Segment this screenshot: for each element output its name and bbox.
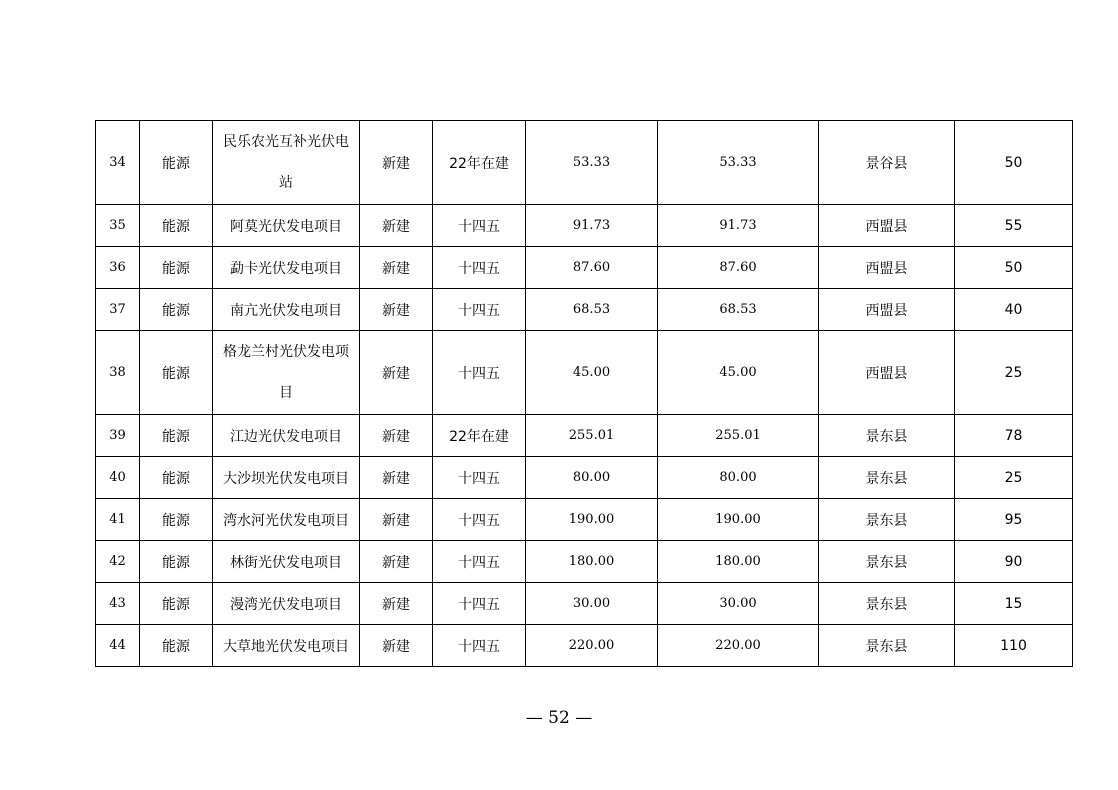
phase-cell: 十四五 bbox=[433, 457, 526, 499]
total-investment-cell: 45.00 bbox=[526, 331, 658, 415]
county-cell: 景东县 bbox=[819, 583, 955, 625]
total-investment-cell: 180.00 bbox=[526, 541, 658, 583]
category-cell: 能源 bbox=[140, 289, 213, 331]
row-number: 35 bbox=[96, 205, 140, 247]
scale-cell: 40 bbox=[955, 289, 1073, 331]
table-row bbox=[96, 625, 1073, 667]
scale-cell: 78 bbox=[955, 415, 1073, 457]
planned-investment-cell: 87.60 bbox=[658, 247, 819, 289]
scale-cell: 25 bbox=[955, 331, 1073, 415]
total-investment-cell: 220.00 bbox=[526, 625, 658, 667]
phase-cell: 22年在建 bbox=[433, 415, 526, 457]
project-name-cell: 江边光伏发电项目 bbox=[213, 415, 360, 457]
county-cell: 景东县 bbox=[819, 625, 955, 667]
category-cell: 能源 bbox=[140, 625, 213, 667]
planned-investment-cell: 220.00 bbox=[658, 625, 819, 667]
phase-cell: 十四五 bbox=[433, 331, 526, 415]
row-number: 41 bbox=[96, 499, 140, 541]
phase-cell: 十四五 bbox=[433, 499, 526, 541]
county-cell: 西盟县 bbox=[819, 205, 955, 247]
total-investment-cell: 30.00 bbox=[526, 583, 658, 625]
construction-type-cell: 新建 bbox=[360, 289, 433, 331]
table-row bbox=[96, 331, 1073, 415]
scale-cell: 95 bbox=[955, 499, 1073, 541]
total-investment-cell: 91.73 bbox=[526, 205, 658, 247]
row-number: 42 bbox=[96, 541, 140, 583]
planned-investment-cell: 45.00 bbox=[658, 331, 819, 415]
planned-investment-cell: 91.73 bbox=[658, 205, 819, 247]
category-cell: 能源 bbox=[140, 415, 213, 457]
row-number: 36 bbox=[96, 247, 140, 289]
county-cell: 景东县 bbox=[819, 457, 955, 499]
category-cell: 能源 bbox=[140, 583, 213, 625]
category-cell: 能源 bbox=[140, 457, 213, 499]
row-number: 40 bbox=[96, 457, 140, 499]
project-name-cell: 湾水河光伏发电项目 bbox=[213, 499, 360, 541]
construction-type-cell: 新建 bbox=[360, 499, 433, 541]
county-cell: 西盟县 bbox=[819, 247, 955, 289]
county-cell: 景东县 bbox=[819, 415, 955, 457]
planned-investment-cell: 68.53 bbox=[658, 289, 819, 331]
category-cell: 能源 bbox=[140, 541, 213, 583]
category-cell: 能源 bbox=[140, 331, 213, 415]
row-number: 38 bbox=[96, 331, 140, 415]
table-row bbox=[96, 499, 1073, 541]
phase-cell: 十四五 bbox=[433, 583, 526, 625]
construction-type-cell: 新建 bbox=[360, 247, 433, 289]
table-row bbox=[96, 583, 1073, 625]
scale-cell: 90 bbox=[955, 541, 1073, 583]
construction-type-cell: 新建 bbox=[360, 541, 433, 583]
table-row bbox=[96, 289, 1073, 331]
category-cell: 能源 bbox=[140, 499, 213, 541]
construction-type-cell: 新建 bbox=[360, 625, 433, 667]
phase-cell: 十四五 bbox=[433, 541, 526, 583]
project-name-cell: 民乐农光互补光伏电站 bbox=[213, 121, 360, 205]
scale-cell: 25 bbox=[955, 457, 1073, 499]
row-number: 43 bbox=[96, 583, 140, 625]
planned-investment-cell: 30.00 bbox=[658, 583, 819, 625]
construction-type-cell: 新建 bbox=[360, 121, 433, 205]
planned-investment-cell: 255.01 bbox=[658, 415, 819, 457]
total-investment-cell: 80.00 bbox=[526, 457, 658, 499]
scale-cell: 50 bbox=[955, 121, 1073, 205]
project-table bbox=[95, 120, 1073, 667]
table-row bbox=[96, 247, 1073, 289]
scale-cell: 55 bbox=[955, 205, 1073, 247]
phase-cell: 十四五 bbox=[433, 247, 526, 289]
table-row bbox=[96, 205, 1073, 247]
total-investment-cell: 255.01 bbox=[526, 415, 658, 457]
phase-cell: 十四五 bbox=[433, 289, 526, 331]
construction-type-cell: 新建 bbox=[360, 205, 433, 247]
construction-type-cell: 新建 bbox=[360, 457, 433, 499]
construction-type-cell: 新建 bbox=[360, 331, 433, 415]
county-cell: 景东县 bbox=[819, 541, 955, 583]
row-number: 44 bbox=[96, 625, 140, 667]
phase-cell: 22年在建 bbox=[433, 121, 526, 205]
table-row bbox=[96, 121, 1073, 205]
category-cell: 能源 bbox=[140, 247, 213, 289]
total-investment-cell: 190.00 bbox=[526, 499, 658, 541]
scale-cell: 50 bbox=[955, 247, 1073, 289]
project-name-cell: 勐卡光伏发电项目 bbox=[213, 247, 360, 289]
total-investment-cell: 53.33 bbox=[526, 121, 658, 205]
scale-cell: 110 bbox=[955, 625, 1073, 667]
row-number: 37 bbox=[96, 289, 140, 331]
county-cell: 景谷县 bbox=[819, 121, 955, 205]
row-number: 34 bbox=[96, 121, 140, 205]
planned-investment-cell: 180.00 bbox=[658, 541, 819, 583]
table-row bbox=[96, 541, 1073, 583]
project-name-cell: 大沙坝光伏发电项目 bbox=[213, 457, 360, 499]
planned-investment-cell: 53.33 bbox=[658, 121, 819, 205]
category-cell: 能源 bbox=[140, 205, 213, 247]
phase-cell: 十四五 bbox=[433, 625, 526, 667]
page-number: — 52 — bbox=[525, 708, 593, 728]
scale-cell: 15 bbox=[955, 583, 1073, 625]
construction-type-cell: 新建 bbox=[360, 583, 433, 625]
planned-investment-cell: 190.00 bbox=[658, 499, 819, 541]
table-row bbox=[96, 415, 1073, 457]
county-cell: 西盟县 bbox=[819, 289, 955, 331]
category-cell: 能源 bbox=[140, 121, 213, 205]
planned-investment-cell: 80.00 bbox=[658, 457, 819, 499]
project-name-cell: 南亢光伏发电项目 bbox=[213, 289, 360, 331]
project-name-cell: 林街光伏发电项目 bbox=[213, 541, 360, 583]
table-row bbox=[96, 457, 1073, 499]
phase-cell: 十四五 bbox=[433, 205, 526, 247]
project-name-cell: 大草地光伏发电项目 bbox=[213, 625, 360, 667]
county-cell: 西盟县 bbox=[819, 331, 955, 415]
total-investment-cell: 68.53 bbox=[526, 289, 658, 331]
total-investment-cell: 87.60 bbox=[526, 247, 658, 289]
county-cell: 景东县 bbox=[819, 499, 955, 541]
project-name-cell: 阿莫光伏发电项目 bbox=[213, 205, 360, 247]
construction-type-cell: 新建 bbox=[360, 415, 433, 457]
project-name-cell: 漫湾光伏发电项目 bbox=[213, 583, 360, 625]
project-name-cell: 格龙兰村光伏发电项目 bbox=[213, 331, 360, 415]
row-number: 39 bbox=[96, 415, 140, 457]
